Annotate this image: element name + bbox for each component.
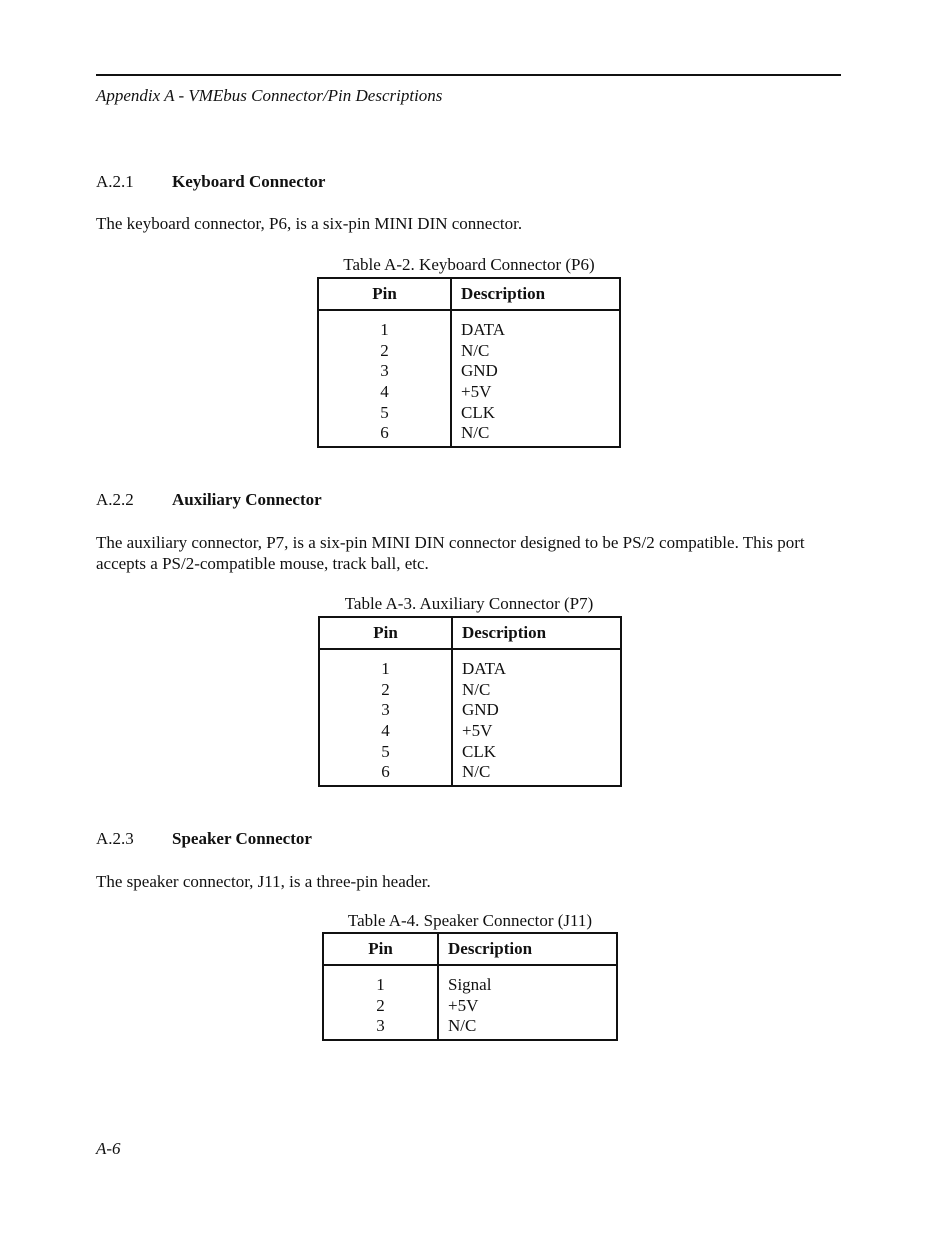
header-rule (96, 74, 841, 76)
description-cell: +5V (448, 995, 479, 1015)
table-row (319, 649, 621, 680)
table-header-row (323, 933, 617, 965)
pin-cell: 1 (323, 965, 438, 996)
table-caption: Table A-2. Keyboard Connector (P6) (343, 255, 595, 274)
description-cell: DATA (461, 320, 505, 340)
table-row (318, 382, 620, 403)
table-caption: Table A-4. Speaker Connector (J11) (347, 911, 593, 930)
description-cell: GND (462, 700, 499, 720)
description-cell: N/C (461, 423, 490, 443)
column-header-description: Description (452, 617, 621, 649)
pin-cell: 2 (323, 996, 438, 1017)
description-cell: N/C (462, 762, 491, 782)
pin-cell: 2 (318, 341, 451, 362)
table-row (323, 996, 617, 1017)
page-number: A-6 (96, 1139, 121, 1158)
table-row (319, 721, 621, 742)
pin-cell: 3 (318, 361, 451, 382)
table-row (319, 741, 621, 762)
description-cell: +5V (462, 721, 493, 741)
section-title: Auxiliary Connector (172, 490, 322, 509)
description-cell: N/C (461, 340, 490, 360)
pin-cell: 1 (318, 310, 451, 341)
description-cell: N/C (448, 1016, 477, 1036)
description-cell: CLK (461, 402, 495, 422)
section-title: Keyboard Connector (172, 172, 326, 191)
table-row (318, 310, 620, 341)
section-heading-auxiliary (96, 490, 322, 510)
table-row (323, 965, 617, 996)
pin-cell: 5 (319, 741, 452, 762)
pin-cell: 3 (323, 1016, 438, 1040)
column-header-description: Description (438, 933, 617, 965)
table-row (319, 762, 621, 786)
column-header-pin: Pin (319, 617, 452, 649)
column-header-pin: Pin (323, 933, 438, 965)
description-cell: Signal (448, 975, 492, 995)
running-header: Appendix A - VMEbus Connector/Pin Descriptions (96, 86, 443, 105)
table-row (323, 1016, 617, 1040)
table-row (318, 402, 620, 423)
section-number: A.2.2 (96, 490, 134, 509)
pin-cell: 4 (318, 382, 451, 403)
pin-cell: 1 (319, 649, 452, 680)
table-header-row (319, 617, 621, 649)
description-cell: +5V (461, 382, 492, 402)
table-row (319, 680, 621, 701)
table-caption: Table A-3. Auxiliary Connector (P7) (344, 594, 594, 613)
table-row (318, 341, 620, 362)
description-cell: N/C (462, 679, 491, 699)
pin-table-speaker (322, 932, 618, 1041)
section-number: A.2.3 (96, 829, 134, 848)
section-title: Speaker Connector (172, 829, 312, 848)
section-paragraph: The speaker connector, J11, is a three-pin header. (96, 872, 431, 891)
pin-cell: 3 (319, 700, 452, 721)
pin-cell: 4 (319, 721, 452, 742)
section-heading-keyboard (96, 172, 325, 192)
column-header-pin: Pin (318, 278, 451, 310)
pin-table-auxiliary (318, 616, 622, 787)
pin-cell: 2 (319, 680, 452, 701)
pin-cell: 6 (319, 762, 452, 786)
description-cell: GND (461, 361, 498, 381)
table-row (318, 423, 620, 447)
section-paragraph: The auxiliary connector, P7, is a six-pin MINI DIN connector designed to be PS/2 compatible. This port accepts a PS/2-compatible mouse, track ball, etc. (96, 533, 805, 573)
pin-cell: 5 (318, 402, 451, 423)
section-number: A.2.1 (96, 172, 134, 191)
table-row (319, 700, 621, 721)
pin-table-keyboard (317, 277, 621, 448)
column-header-description: Description (451, 278, 620, 310)
pin-cell: 6 (318, 423, 451, 447)
table-header-row (318, 278, 620, 310)
description-cell: DATA (462, 659, 506, 679)
table-row (318, 361, 620, 382)
description-cell: CLK (462, 741, 496, 761)
section-paragraph: The keyboard connector, P6, is a six-pin MINI DIN connector. (96, 214, 523, 233)
section-heading-speaker (96, 829, 312, 849)
